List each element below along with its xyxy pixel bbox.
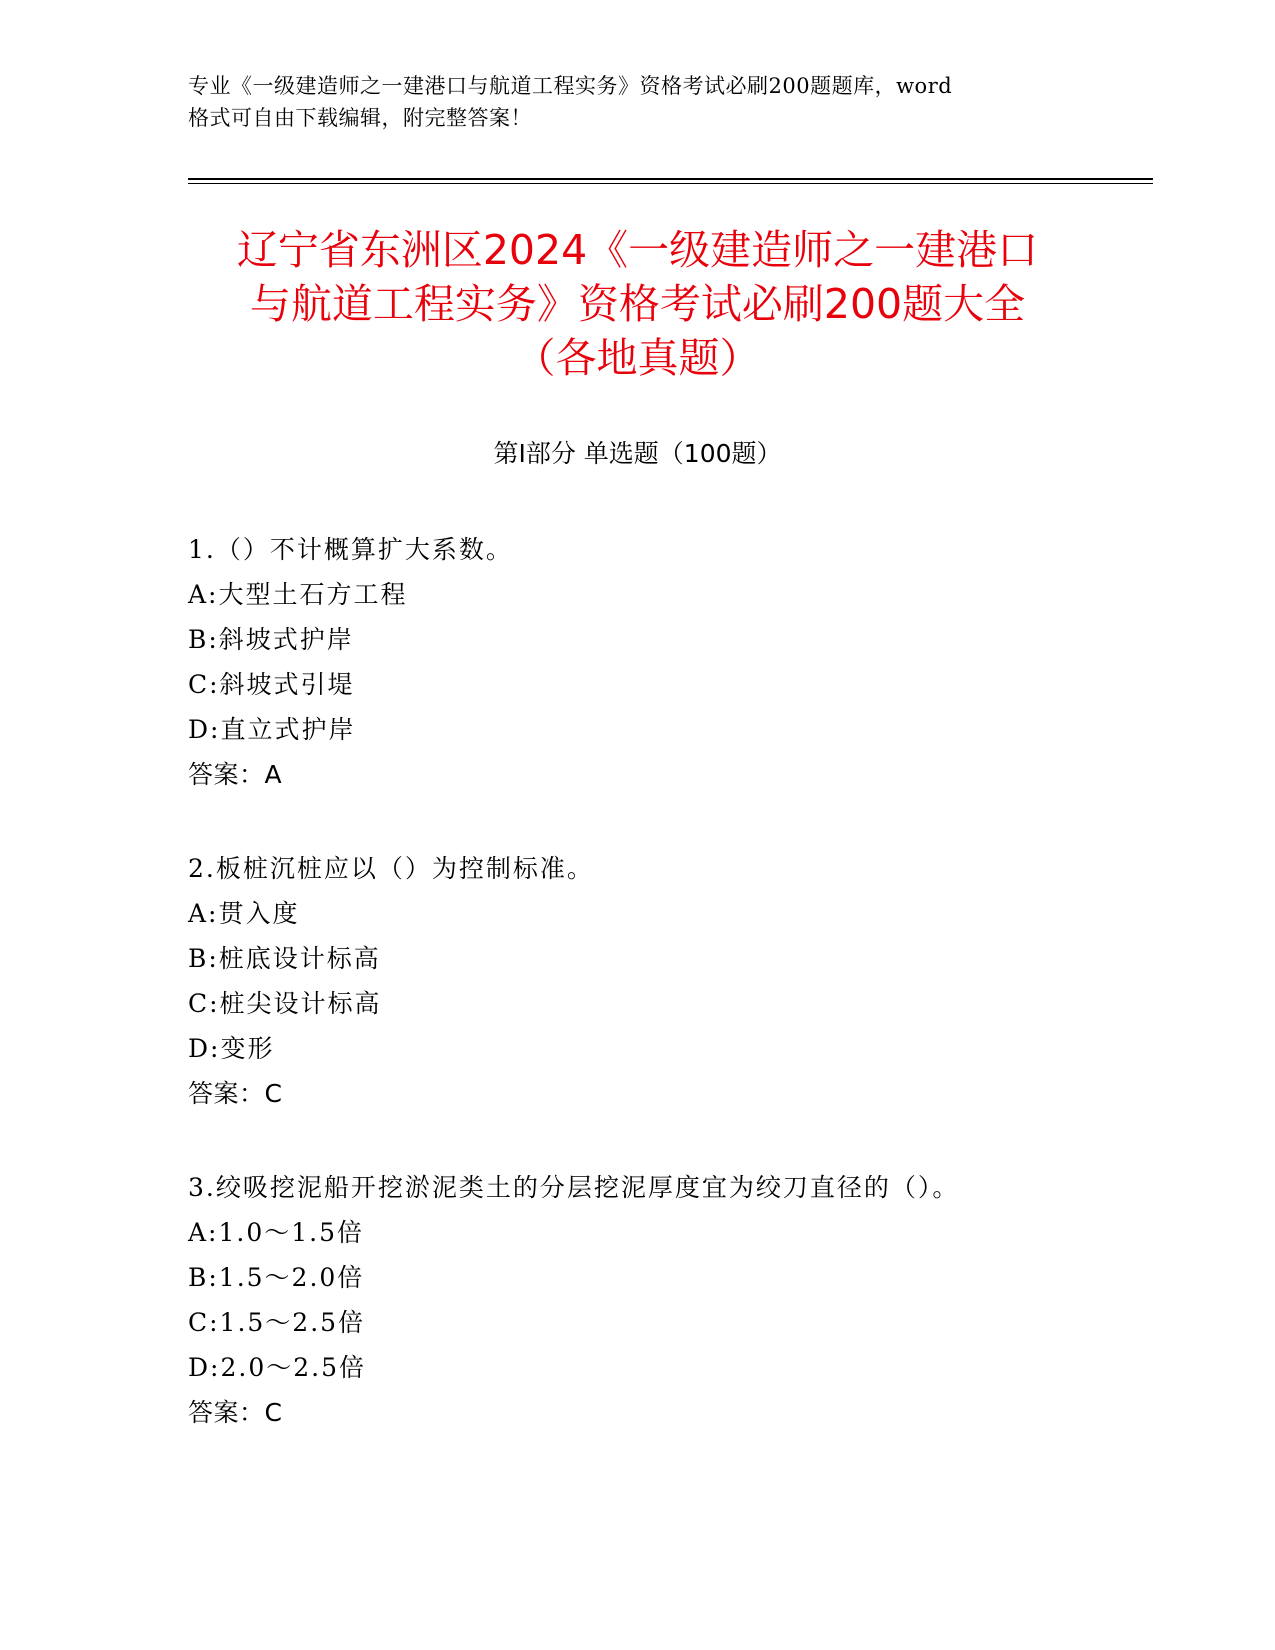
question-block	[188, 846, 1088, 1116]
header-divider-thin	[188, 183, 1153, 184]
option-a: A:贯入度	[188, 899, 300, 928]
option-a: A:1.0～1.5倍	[188, 1218, 364, 1247]
option-b: B:1.5～2.0倍	[188, 1263, 365, 1292]
document-title-line-1: 辽宁省东洲区2024《一级建造师之一建港口	[236, 226, 1039, 274]
answer: 答案：C	[188, 1079, 283, 1108]
answer: 答案：C	[188, 1398, 283, 1427]
option-c: C:1.5～2.5倍	[188, 1308, 366, 1337]
option-d: D:2.0～2.5倍	[188, 1353, 366, 1382]
question-stem: 2.板桩沉桩应以（）为控制标准。	[188, 854, 594, 883]
option-d: D:变形	[188, 1034, 275, 1063]
header-note-line-1: 专业《一级建造师之一建港口与航道工程实务》资格考试必刷200题题库，word	[188, 74, 953, 98]
option-c: C:桩尖设计标高	[188, 989, 382, 1018]
header-note	[188, 70, 1068, 134]
question-stem: 1.（）不计概算扩大系数。	[188, 535, 513, 564]
option-b: B:斜坡式护岸	[188, 625, 354, 654]
question-stem: 3.绞吸挖泥船开挖淤泥类土的分层挖泥厚度宜为绞刀直径的（）。	[188, 1173, 960, 1202]
option-c: C:斜坡式引堤	[188, 670, 355, 699]
header-divider-thick	[188, 178, 1153, 180]
document-title-line-2: 与航道工程实务》资格考试必刷200题大全	[249, 280, 1026, 328]
answer: 答案：A	[188, 760, 283, 789]
header-note-line-2: 格式可自由下载编辑，附完整答案！	[188, 106, 532, 130]
section-heading: 第I部分 单选题（100题）	[493, 439, 782, 468]
document-title	[150, 223, 1125, 385]
option-d: D:直立式护岸	[188, 715, 356, 744]
option-b: B:桩底设计标高	[188, 944, 381, 973]
question-block	[188, 527, 1088, 797]
question-block	[188, 1165, 1088, 1435]
document-title-line-3: （各地真题）	[514, 334, 761, 382]
option-a: A:大型土石方工程	[188, 580, 408, 609]
